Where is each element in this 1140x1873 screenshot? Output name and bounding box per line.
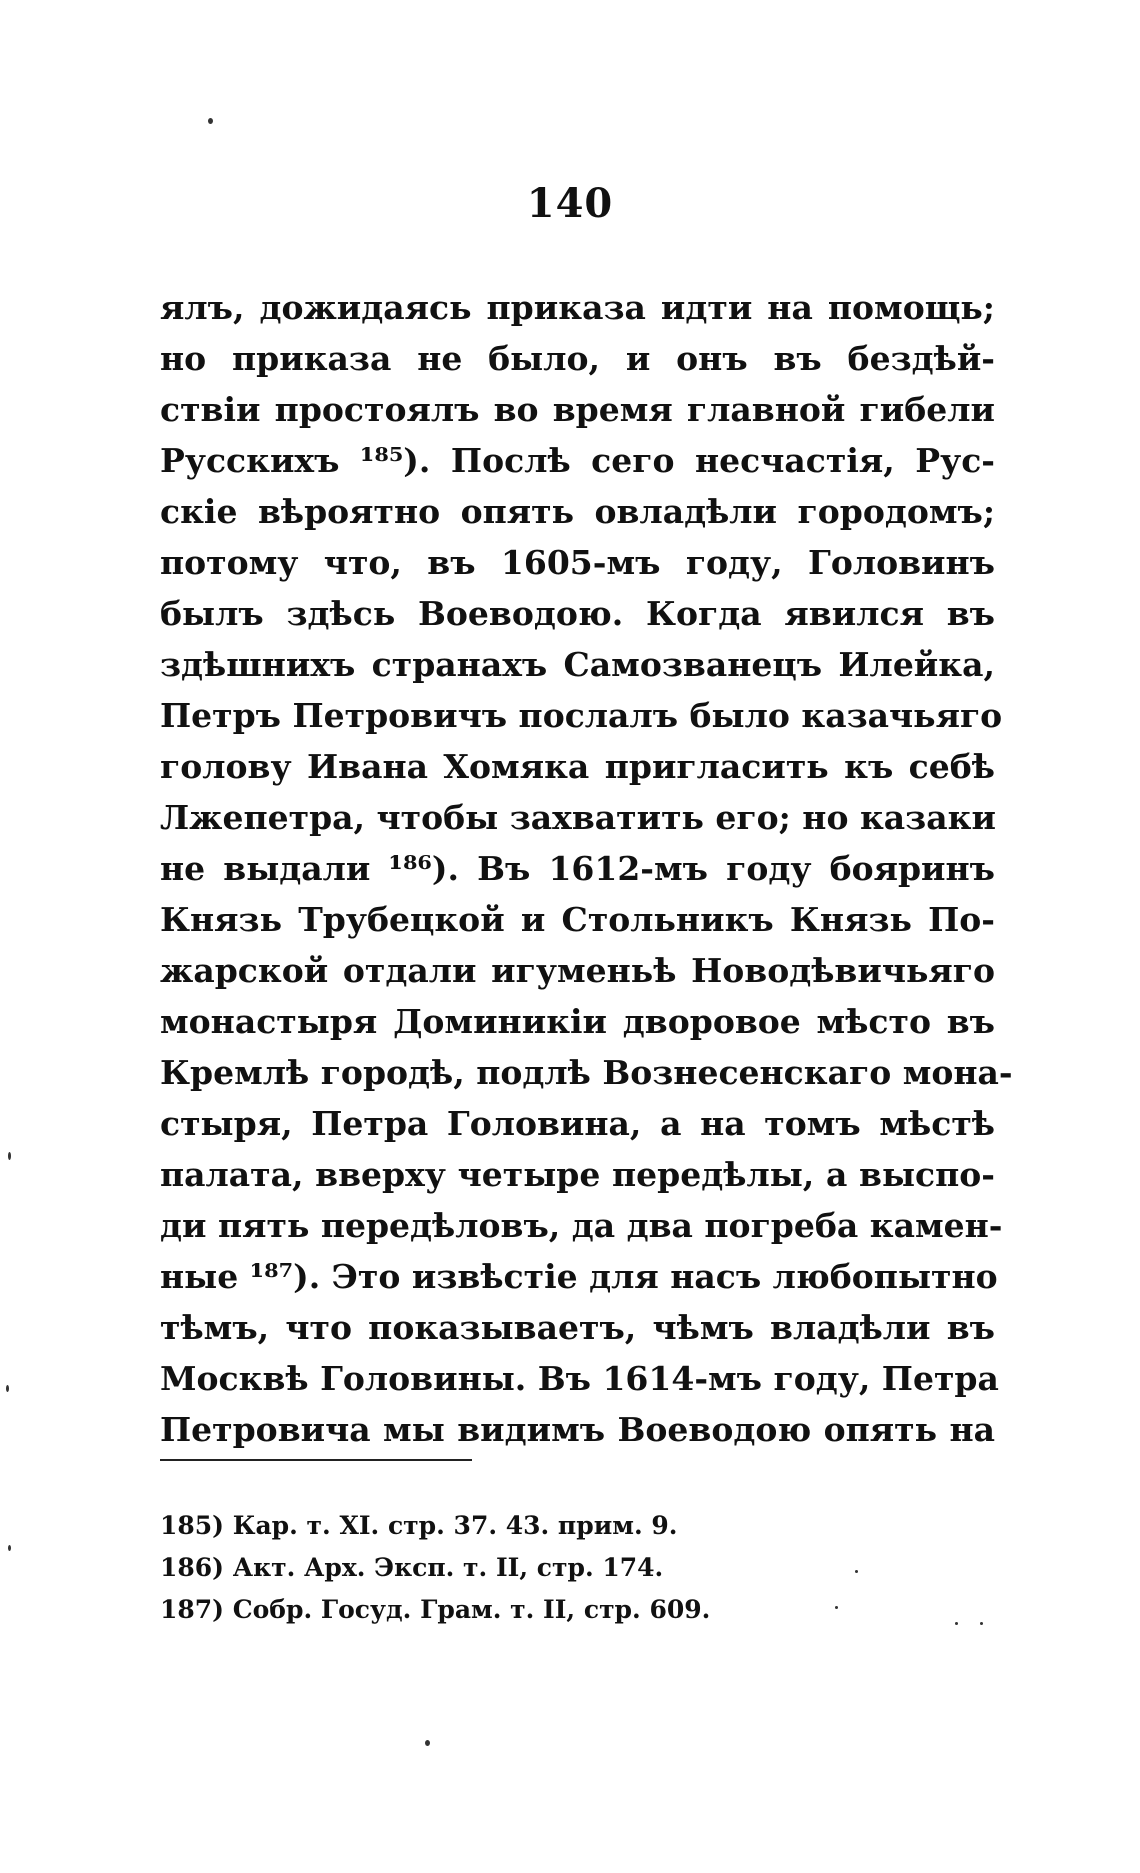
text-line: Русскихъ ¹⁸⁵). Послѣ сего несчастія, Рус- bbox=[160, 441, 995, 480]
scan-speck bbox=[955, 1622, 958, 1625]
text-line: потому что, въ 1605-мъ году, Головинъ bbox=[160, 543, 995, 582]
text-line: здѣшнихъ странахъ Самозванецъ Илейка, bbox=[160, 645, 995, 684]
text-line: но приказа не было, и онъ въ бездѣй- bbox=[160, 339, 995, 378]
text-line: ствіи простоялъ во время главной гибели bbox=[160, 390, 995, 429]
scan-speck bbox=[425, 1740, 430, 1746]
text-line: голову Ивана Хомяка пригласить къ себѣ bbox=[160, 747, 995, 786]
text-line: Лжепетра, чтобы захватить его; но казаки bbox=[160, 798, 996, 837]
text-line: Петровича мы видимъ Воеводою опять на bbox=[160, 1410, 995, 1449]
scan-speck bbox=[6, 1385, 9, 1392]
text-line: Князь Трубецкой и Стольникъ Князь По- bbox=[160, 900, 995, 939]
footnotes bbox=[160, 1505, 960, 1631]
footnote-185: 185) Кар. т. XI. стр. 37. 43. прим. 9. bbox=[160, 1511, 678, 1540]
text-line: ди пять передѣловъ, да два погреба камен- bbox=[160, 1206, 1003, 1245]
footnote-divider bbox=[160, 1459, 472, 1461]
text-line: былъ здѣсь Воеводою. Когда явился въ bbox=[160, 594, 995, 633]
text-line: ные ¹⁸⁷). Это извѣстіе для насъ любопытно bbox=[160, 1257, 998, 1296]
scan-speck bbox=[855, 1570, 858, 1573]
scan-speck bbox=[8, 1545, 11, 1551]
scan-speck bbox=[208, 118, 213, 124]
page-number: 140 bbox=[526, 180, 614, 227]
text-line: Петръ Петровичъ послалъ было казачьяго bbox=[160, 696, 1003, 735]
text-line: жарской отдали игуменьѣ Новодѣвичьяго bbox=[160, 951, 995, 990]
scan-speck bbox=[835, 1606, 838, 1609]
footnote-187: 187) Собр. Госуд. Грам. т. II, стр. 609. bbox=[160, 1595, 711, 1624]
text-line: Москвѣ Головины. Въ 1614-мъ году, Петра bbox=[160, 1359, 999, 1398]
scan-speck bbox=[8, 1152, 11, 1160]
text-line: монастыря Доминикіи дворовое мѣсто въ bbox=[160, 1002, 995, 1041]
text-line: Кремлѣ городѣ, подлѣ Вознесенскаго мона- bbox=[160, 1053, 1013, 1092]
text-line: не выдали ¹⁸⁶). Въ 1612-мъ году бояринъ bbox=[160, 849, 995, 888]
text-line: ялъ, дожидаясь приказа идти на помощь; bbox=[160, 288, 995, 327]
scan-speck bbox=[980, 1622, 983, 1625]
text-line: скіе вѣроятно опять овладѣли городомъ; bbox=[160, 492, 995, 531]
text-line: палата, вверху четыре передѣлы, а выспо- bbox=[160, 1155, 995, 1194]
footnote-186: 186) Акт. Арх. Эксп. т. II, стр. 174. bbox=[160, 1553, 664, 1582]
body-text bbox=[160, 282, 1013, 1455]
text-line: тѣмъ, что показываетъ, чѣмъ владѣли въ bbox=[160, 1308, 995, 1347]
text-line: стыря, Петра Головина, а на томъ мѣстѣ bbox=[160, 1104, 995, 1143]
